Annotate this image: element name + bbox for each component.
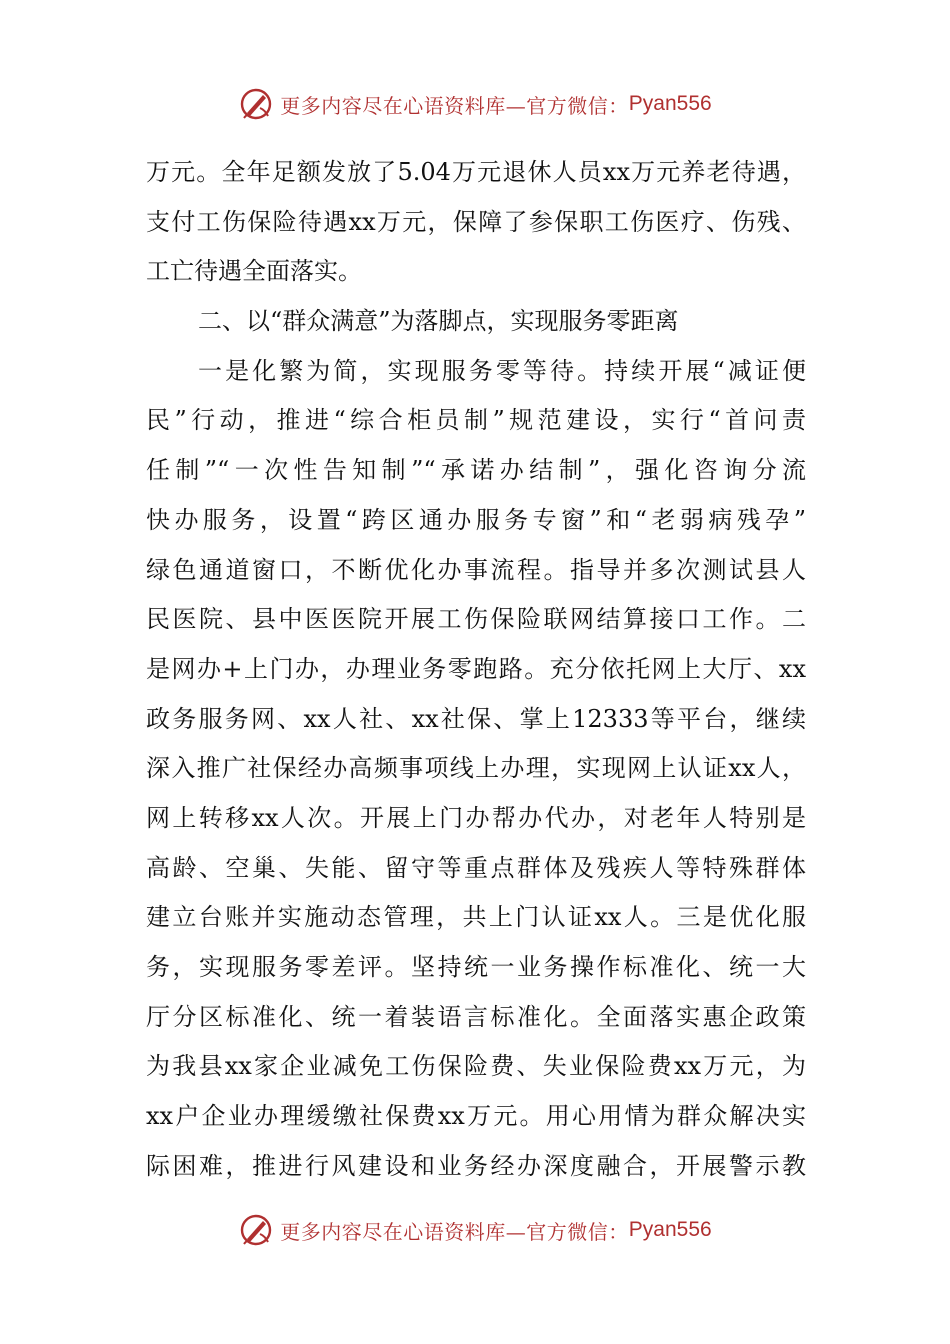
text-line: 厅分区标准化、统一着装语言标准化。全面落实惠企政策 [146,1002,806,1031]
banner-text: 更多内容尽在心语资料库—官方微信： [280,1219,629,1244]
text-line: 任制”“一次性告知制”“承诺办结制”，强化咨询分流 [146,456,806,485]
wechat-id: Pyan556 [628,1218,712,1241]
text-line: 务，实现服务零差评。坚持统一业务操作标准化、统一大 [146,953,806,981]
text-line: 民医院、县中医医院开展工伤保险联网结算接口工作。二 [146,605,806,634]
text-line: 民”行动，推进“综合柜员制”规范建设，实行“首问责 [146,406,806,435]
text-line: 工亡待遇全面落实。 [146,257,362,286]
text-line: 深入推广社保经办高频事项线上办理，实现网上认证xx人， [146,754,806,783]
text-line: 万元。全年足额发放了5.04万元退休人员xx万元养老待遇， [146,158,806,186]
text-line: 快办服务，设置“跨区通办服务专窗”和“老弱病残孕” [146,505,806,534]
text-line: 际困难，推进行风建设和业务经办深度融合，开展警示教 [146,1151,806,1180]
text-line: 绿色通道窗口，不断优化办事流程。指导并多次测试县人 [146,555,806,584]
text-line: 政务服务网、xx人社、xx社保、掌上12333等平台，继续 [146,704,806,733]
footer-watermark-banner [0,1210,950,1250]
text-line: 是网办+上门办，办理业务零跑路。充分依托网上大厅、xx [146,654,806,683]
text-line: 为我县xx家企业减免工伤保险费、失业保险费xx万元，为 [146,1052,806,1081]
text-line: xx户企业办理缓缴社保费xx万元。用心用情为群众解决实 [146,1102,806,1131]
wechat-id: Pyan556 [628,92,712,115]
banner-text: 更多内容尽在心语资料库—官方微信： [280,93,629,118]
document-body [146,148,806,1191]
quill-logo-icon [238,1212,274,1248]
header-watermark-banner [0,84,950,124]
text-line: 建立台账并实施动态管理，共上门认证xx人。三是优化服 [146,903,806,932]
text-line: 高龄、空巢、失能、留守等重点群体及残疾人等特殊群体 [146,853,806,882]
section-heading: 二、以“群众满意”为落脚点，实现服务零距离 [198,307,679,336]
text-line: 支付工伤保险待遇xx万元，保障了参保职工伤医疗、伤残、 [146,207,806,236]
text-line: 一是化繁为简，实现服务零等待。持续开展“减证便 [198,356,806,385]
quill-logo-icon [238,86,274,122]
text-line: 网上转移xx人次。开展上门办帮办代办，对老年人特别是 [146,803,806,832]
